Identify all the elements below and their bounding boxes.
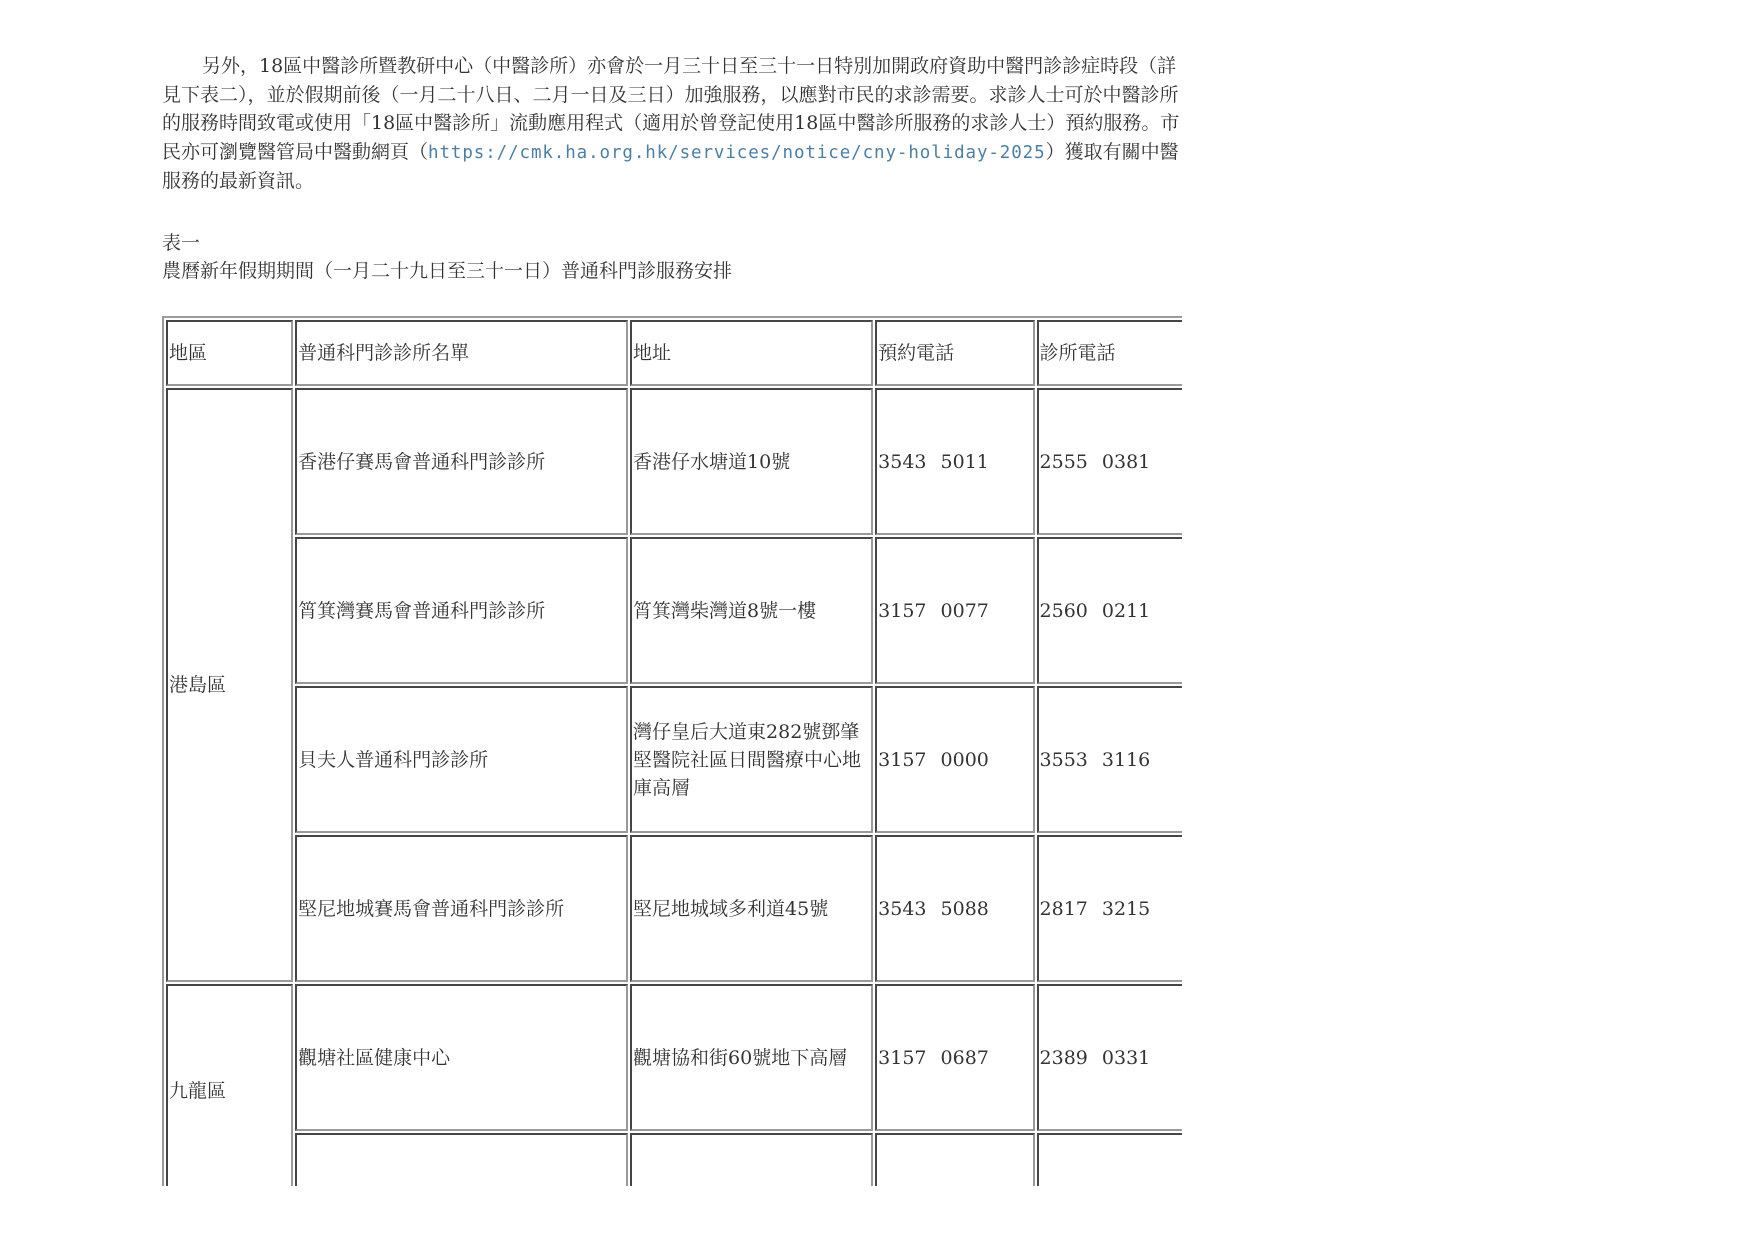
header-district: 地區 <box>166 320 293 386</box>
phone-part: 0331 <box>1101 1046 1151 1069</box>
district-cell: 九龍區 <box>166 984 293 1186</box>
phone-part: 5011 <box>940 450 989 473</box>
table-row <box>166 984 1182 1131</box>
phone-part: 0211 <box>1101 599 1151 622</box>
header-address: 地址 <box>630 320 873 386</box>
phone-part: 3543 <box>878 897 927 920</box>
clinic-address: 香港仔水塘道10號 <box>630 388 873 535</box>
phone-part: 2555 <box>1039 450 1088 473</box>
phone-part: 3116 <box>1101 748 1151 771</box>
clinic-phone <box>1037 686 1182 833</box>
table-row <box>166 537 1182 684</box>
cmk-website-link[interactable]: https://cmk.ha.org.hk/services/notice/cny-holiday-2025 <box>428 142 1046 163</box>
clinic-phone <box>1037 835 1182 982</box>
booking-phone <box>875 686 1034 833</box>
empty-cell <box>1037 1133 1182 1186</box>
clinic-address: 觀塘協和街60號地下高層 <box>630 984 873 1131</box>
phone-part: 2817 <box>1039 897 1088 920</box>
clinic-phone <box>1037 984 1182 1131</box>
document-page <box>162 52 1182 196</box>
clinic-address: 灣仔皇后大道東282號鄧肇堅醫院社區日間醫療中心地庫高層 <box>630 686 873 833</box>
clinic-phone <box>1037 537 1182 684</box>
district-cell: 港島區 <box>166 388 293 982</box>
clinic-name: 香港仔賽馬會普通科門診診所 <box>295 388 628 535</box>
phone-part: 3157 <box>878 748 927 771</box>
empty-cell <box>630 1133 873 1186</box>
table-header-row <box>166 320 1182 386</box>
phone-part: 5088 <box>940 897 989 920</box>
table-container <box>162 316 1182 1186</box>
booking-phone <box>875 537 1034 684</box>
empty-cell <box>295 1133 628 1186</box>
table-row <box>166 388 1182 535</box>
table-row <box>166 1133 1182 1186</box>
header-clinic-phone: 診所電話 <box>1037 320 1182 386</box>
table-label: 表一 <box>162 232 201 254</box>
header-clinic-name: 普通科門診診所名單 <box>295 320 628 386</box>
table-row <box>166 686 1182 833</box>
table-row <box>166 835 1182 982</box>
intro-text: 另外，18區中醫診所暨教研中心（中醫診所）亦會於一月三十日至三十一日特別加開政府資助中醫門診診症時段（詳見下表二），並於假期前後（一月二十八日、二月一日及三日）加強服務，以應對市民的求診需要。求診人士可於中醫診所的服務時間致電或使用「18區中醫診所」流動應用程式（適用於曾登記使用18區中醫診所服務的求診人士）預約服務。市民亦可瀏覽醫管局中醫動網頁（ <box>162 55 1180 163</box>
clinic-phone <box>1037 388 1182 535</box>
phone-part: 3543 <box>878 450 927 473</box>
phone-part: 0000 <box>940 748 989 771</box>
phone-part: 0381 <box>1101 450 1151 473</box>
clinic-address: 筲箕灣柴灣道8號一樓 <box>630 537 873 684</box>
clinic-name: 貝夫人普通科門診診所 <box>295 686 628 833</box>
clinic-name: 筲箕灣賽馬會普通科門診診所 <box>295 537 628 684</box>
phone-part: 0687 <box>940 1046 989 1069</box>
empty-cell <box>875 1133 1034 1186</box>
clinic-name: 堅尼地城賽馬會普通科門診診所 <box>295 835 628 982</box>
phone-part: 2560 <box>1039 599 1088 622</box>
intro-text-end: ）獲取有關中醫服務的最新資訊。 <box>162 140 1179 192</box>
booking-phone <box>875 835 1034 982</box>
header-booking-phone: 預約電話 <box>875 320 1034 386</box>
booking-phone <box>875 388 1034 535</box>
table-title: 農曆新年假期期間（一月二十九日至三十一日）普通科門診服務安排 <box>162 260 733 282</box>
intro-paragraph <box>162 52 1182 196</box>
phone-part: 3157 <box>878 599 927 622</box>
clinic-address: 堅尼地城域多利道45號 <box>630 835 873 982</box>
phone-part: 3553 <box>1039 748 1088 771</box>
phone-part: 3215 <box>1101 897 1151 920</box>
phone-part: 2389 <box>1039 1046 1088 1069</box>
clinic-name: 觀塘社區健康中心 <box>295 984 628 1131</box>
gopc-service-table <box>162 316 1182 1186</box>
phone-part: 3157 <box>878 1046 927 1069</box>
booking-phone <box>875 984 1034 1131</box>
phone-part: 0077 <box>940 599 989 622</box>
